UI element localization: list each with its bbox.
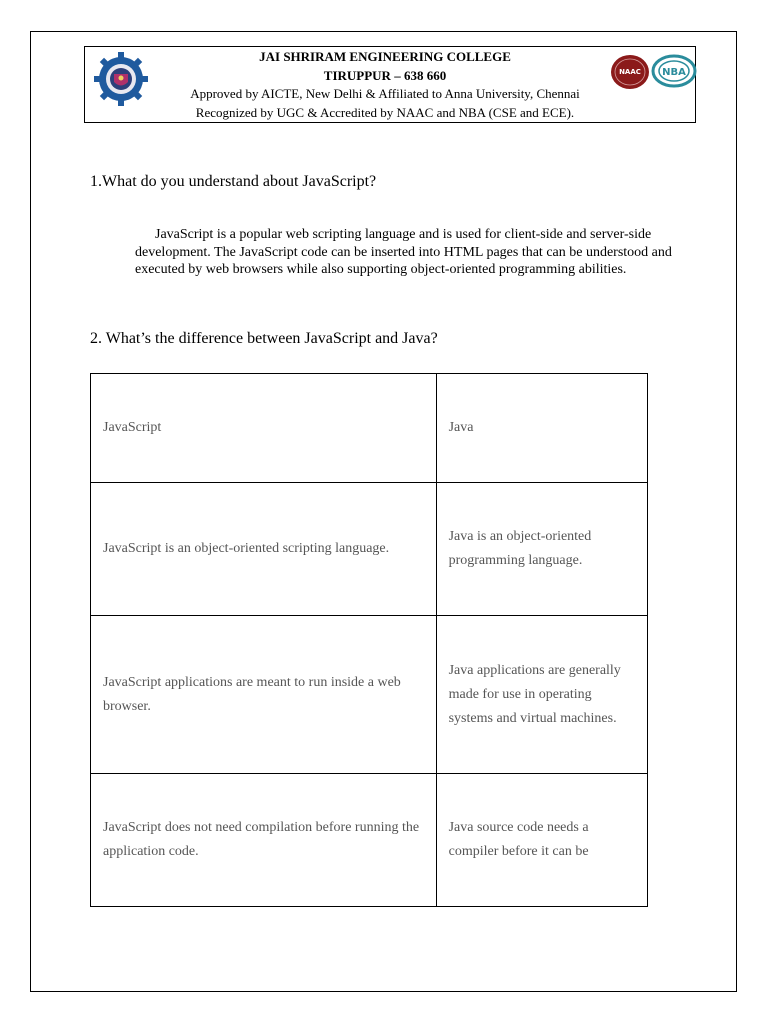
question-1: 1.What do you understand about JavaScript? [90, 173, 377, 190]
table-row [91, 374, 648, 483]
answer-1: JavaScript is a popular web scripting language and is used for client-side and server-side development. The JavaScript code can be inserted into HTML pages that can be understood and executed by web browsers while also supporting object-oriented programming abilities. [135, 227, 672, 277]
college-name: JAI SHRIRAM ENGINEERING COLLEGE [259, 49, 511, 64]
comparison-table [90, 373, 648, 907]
recognition-line: Recognized by UGC & Accredited by NAAC and NBA (CSE and ECE). [195, 104, 575, 120]
nba-logo-icon [651, 54, 697, 88]
table-row [91, 616, 648, 774]
table-cell: Java source code needs a compiler before it can be [436, 774, 647, 907]
header-cell-javascript: JavaScript [91, 374, 437, 483]
table-cell: Java is an object-oriented programming language. [436, 483, 647, 616]
naac-logo-icon [610, 54, 650, 90]
table-row [91, 774, 648, 907]
table-cell: JavaScript does not need compilation before running the application code. [91, 774, 437, 907]
table-row [91, 483, 648, 616]
college-header [84, 46, 696, 123]
naac-logo-text: NAAC [619, 68, 641, 76]
table-cell: Java applications are generally made for use in operating systems and virtual machines. [436, 616, 647, 774]
table-cell: JavaScript is an object-oriented scripting language. [91, 483, 437, 616]
nba-logo-text: NBA [662, 67, 686, 78]
college-location: TIRUPPUR – 638 660 [323, 67, 447, 83]
table-cell: JavaScript applications are meant to run inside a web browser. [91, 616, 437, 774]
question-2: 2. What’s the difference between JavaScript and Java? [90, 330, 438, 347]
header-cell-java: Java [436, 374, 647, 483]
approval-line: Approved by AICTE, New Delhi & Affiliated to Anna University, Chennai [190, 86, 580, 101]
